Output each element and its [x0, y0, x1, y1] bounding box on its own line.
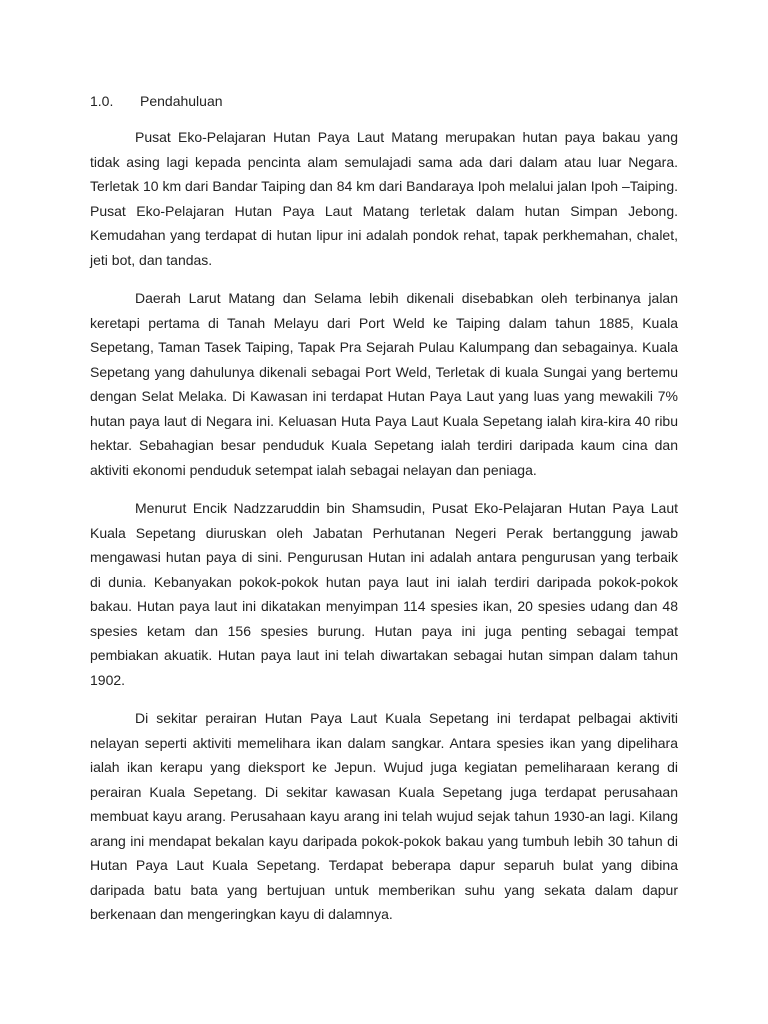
paragraph-1: Pusat Eko-Pelajaran Hutan Paya Laut Matang merupakan hutan paya bakau yang tidak asing lagi kepada pencinta alam semulajadi sama ada dari dalam atau luar Negara. Terletak 10 km dari Bandar Taiping dan 84 km dari Bandaraya Ipoh melalui jalan Ipoh –Taiping. Pusat Eko-Pelajaran Hutan Paya Laut Matang terletak dalam hutan Simpan Jebong. Kemudahan yang terdapat di hutan lipur ini adalah pondok rehat, tapak perkhemahan, chalet, jeti bot, dan tandas. [90, 129, 678, 268]
paragraph-2: Daerah Larut Matang dan Selama lebih dikenali disebabkan oleh terbinanya jalan keretapi pertama di Tanah Melayu dari Port Weld ke Taiping dalam tahun 1885, Kuala Sepetang, Taman Tasek Taiping, Tapak Pra Sejarah Pulau Kalumpang dan sebagainya. Kuala Sepetang yang dahulunya dikenali sebagai Port Weld, Terletak di kuala Sungai yang bertemu dengan Selat Melaka. Di Kawasan ini terdapat Hutan Paya Laut yang luas yang mewakili 7% hutan paya laut di Negara ini. Keluasan Huta Paya Laut Kuala Sepetang ialah kira-kira 40 ribu hektar. Sebahagian besar penduduk Kuala Sepetang ialah terdiri daripada kaum cina dan aktiviti ekonomi penduduk setempat ialah sebagai nelayan dan peniaga. [90, 290, 678, 478]
paragraph-4: Di sekitar perairan Hutan Paya Laut Kuala Sepetang ini terdapat pelbagai aktiviti nelayan seperti aktiviti memelihara ikan dalam sangkar. Antara spesies ikan yang dipelihara ialah ikan kerapu yang dieksport ke Jepun. Wujud juga kegiatan pemeliharaan kerang di perairan Kuala Sepetang. Di sekitar kawasan Kuala Sepetang juga terdapat perusahaan membuat kayu arang. Perusahaan kayu arang ini telah wujud sejak tahun 1930-an lagi. Kilang arang ini mendapat bekalan kayu daripada pokok-pokok bakau yang tumbuh lebih 30 tahun di Hutan Paya Laut Kuala Sepetang. Terdapat beberapa dapur separuh bulat yang dibina daripada batu bata yang bertujuan untuk memberikan suhu yang sekata dalam dapur berkenaan dan mengeringkan kayu di dalamnya. [90, 710, 678, 922]
paragraph-3: Menurut Encik Nadzzaruddin bin Shamsudin, Pusat Eko-Pelajaran Hutan Paya Laut Kuala Sepetang diuruskan oleh Jabatan Perhutanan Negeri Perak bertanggung jawab mengawasi hutan paya di sini. Pengurusan Hutan ini adalah antara pengurusan yang terbaik di dunia. Kebanyakan pokok-pokok hutan paya laut ini ialah terdiri daripada pokok-pokok bakau. Hutan paya laut ini dikatakan menyimpan 114 spesies ikan, 20 spesies udang dan 48 spesies ketam dan 156 spesies burung. Hutan paya ini juga penting sebagai tempat pembiakan akuatik. Hutan paya laut ini telah diwartakan sebagai hutan simpan dalam tahun 1902. [90, 500, 678, 688]
section-heading [90, 89, 678, 113]
section-title: Pendahuluan [140, 93, 223, 109]
section-number: 1.0. [90, 93, 114, 109]
